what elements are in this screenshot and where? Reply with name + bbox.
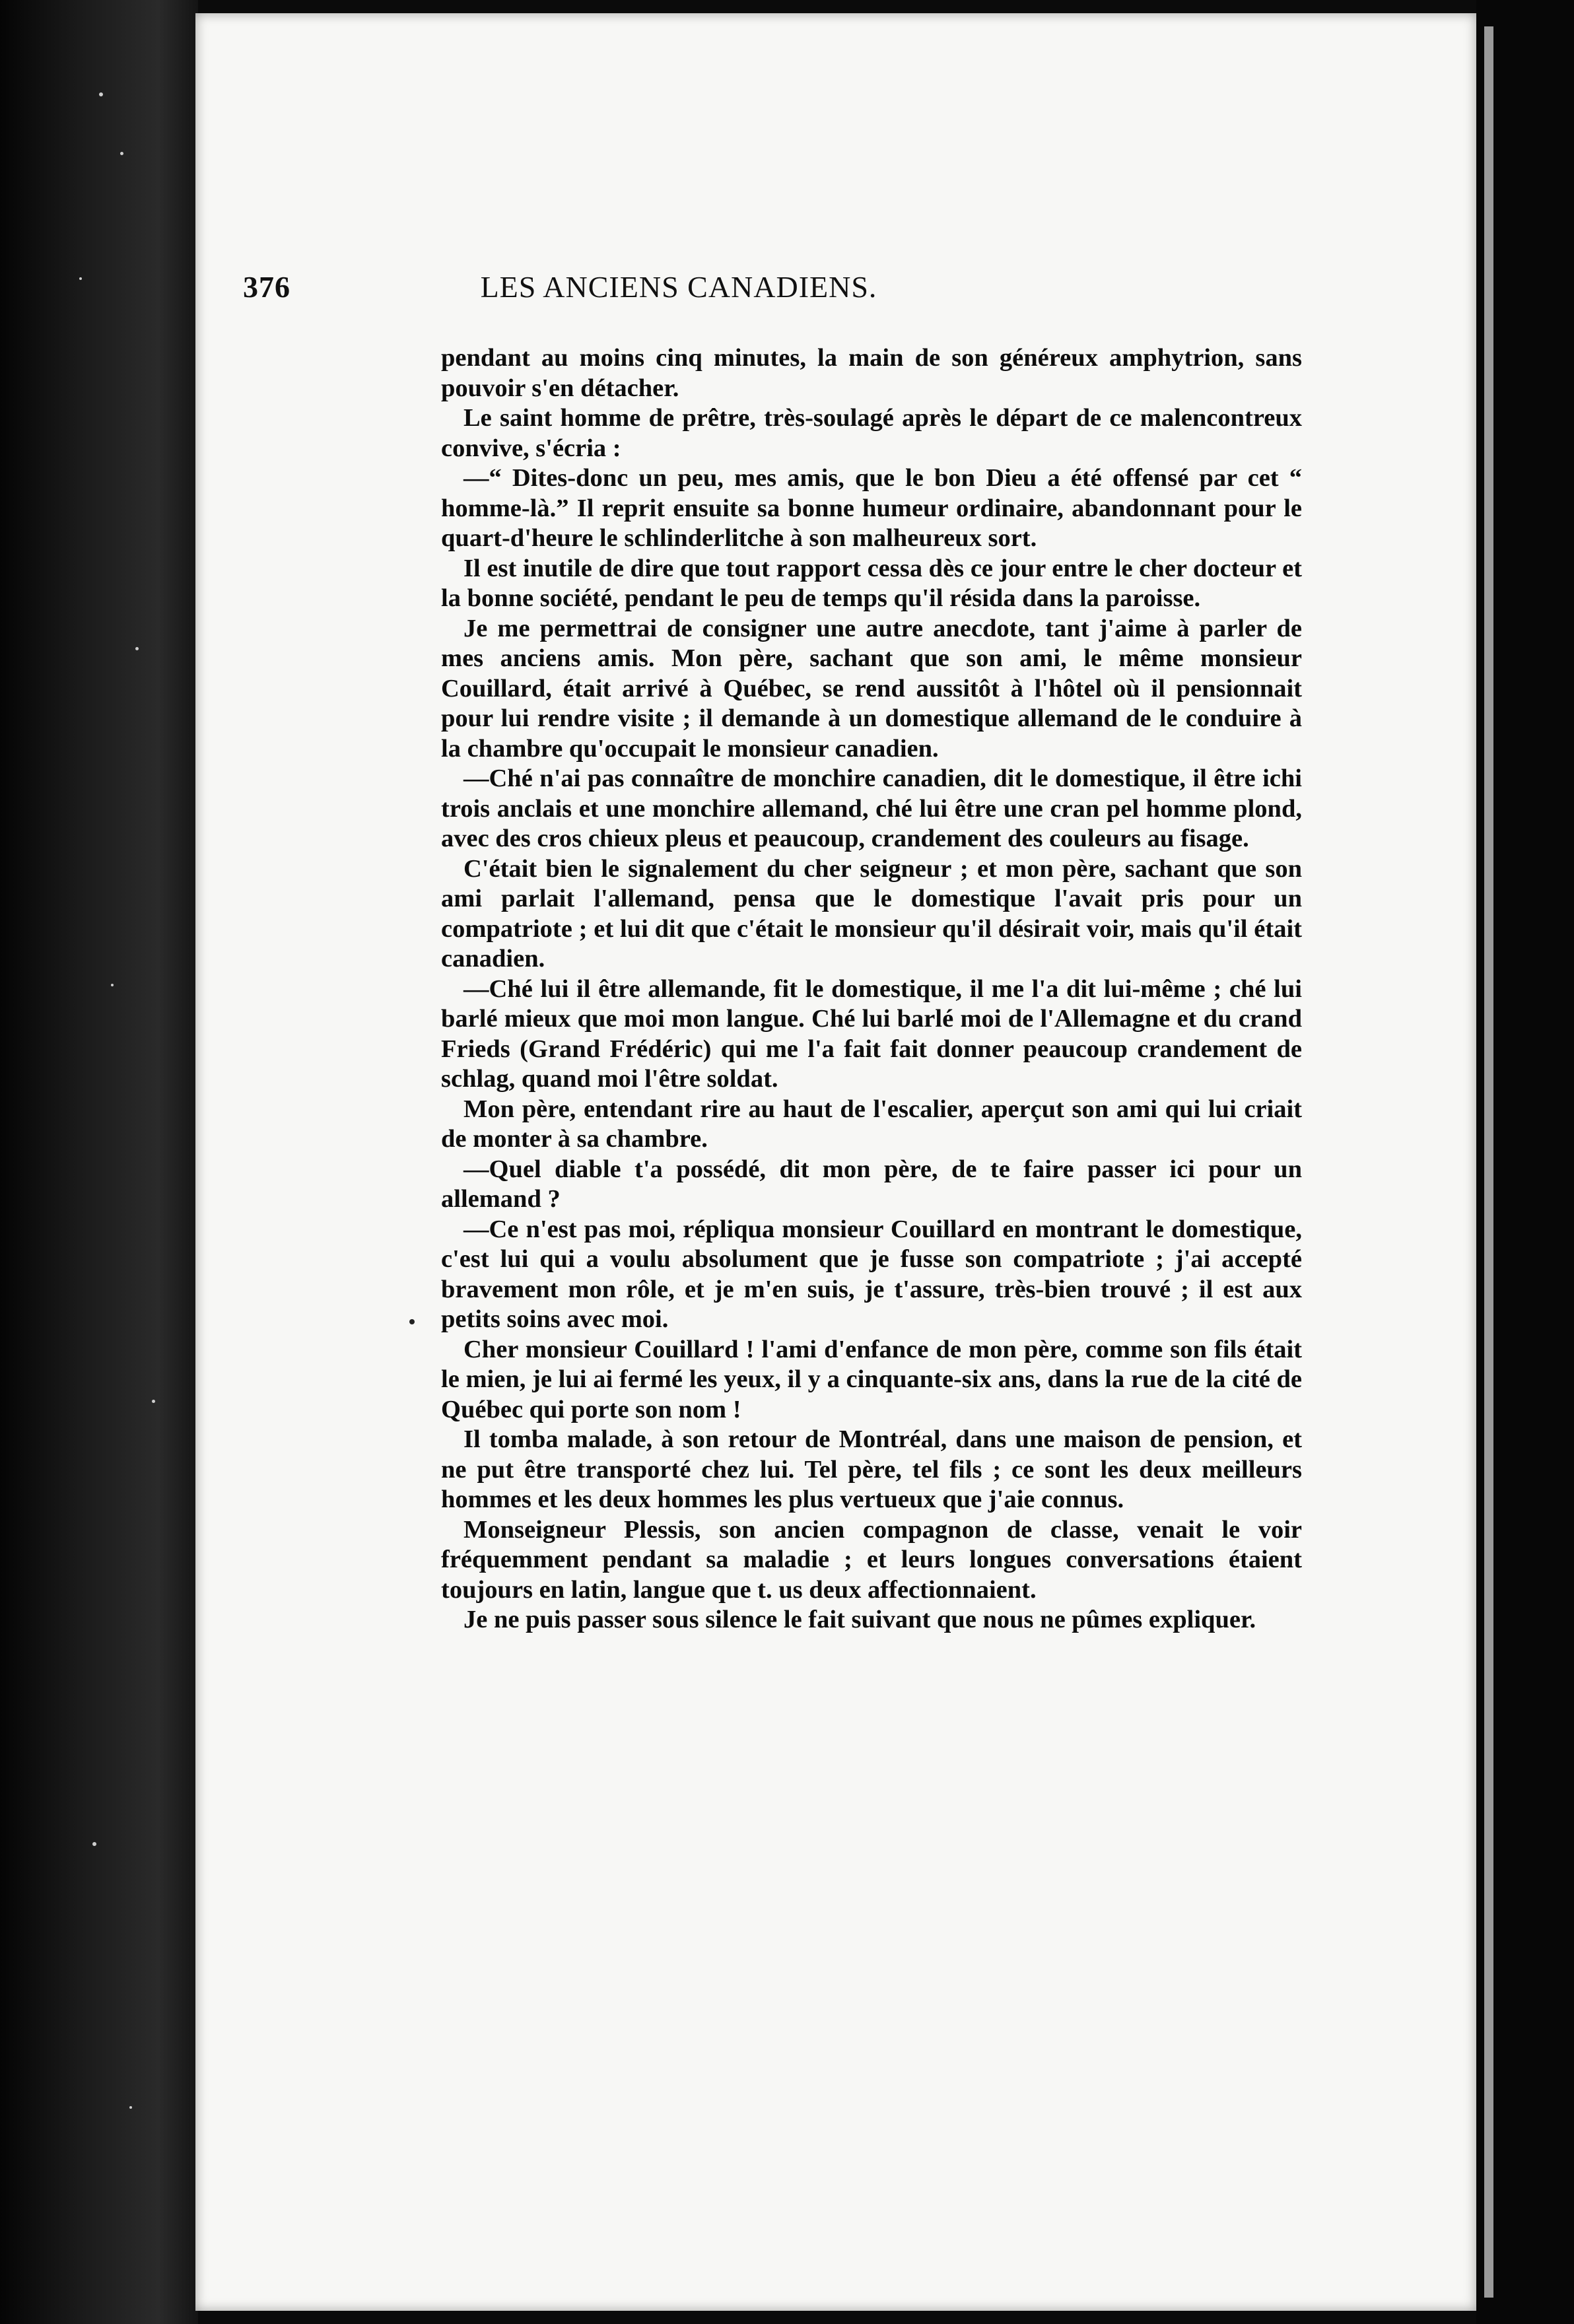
paragraph: Je ne puis passer sous silence le fait suivant que nous ne pûmes expliquer.: [463, 1606, 1256, 1633]
paragraph: —Quel diable t'a possédé, dit mon père, de te faire passer ici pour un allemand ?: [441, 1155, 1302, 1213]
paragraph: Le saint homme de prêtre, très-soulagé après le départ de ce malencontreux convive, s'écria :: [441, 404, 1302, 462]
paragraph: Mon père, entendant rire au haut de l'escalier, aperçut son ami qui lui criait de monter à sa chambre.: [441, 1095, 1302, 1153]
paragraph: pendant au moins cinq minutes, la main de son généreux amphytrion, sans pouvoir s'en détacher.: [441, 344, 1302, 402]
paragraph: Il est inutile de dire que tout rapport cessa dès ce jour entre le cher docteur et la bonne société, pendant le peu de temps qu'il résida dans la paroisse.: [441, 554, 1302, 612]
next-page-edge: [1484, 26, 1493, 2298]
page-header: [243, 269, 1114, 316]
paragraph: Il tomba malade, à son retour de Montréal, dans une maison de pension, et ne put être transporté chez lui. Tel père, tel fils ; ce sont les deux meilleurs hommes et les deux hommes les plus vertueux que j'aie connus.: [441, 1425, 1302, 1513]
paragraph: —Ché n'ai pas connaître de monchire canadien, dit le domestique, il être ichi trois anclais et une monchire allemand, ché lui être une cran pel homme plond, avec des cros chieux pleus et peaucoup, crandement des couleurs au fisage.: [441, 765, 1302, 852]
running-title: LES ANCIENS CANADIENS.: [480, 270, 877, 304]
paragraph: Monseigneur Plessis, son ancien compagnon de classe, venait le voir fréquemment pendant sa maladie ; et leurs longues conversations étaient toujours en latin, langue que t. us deux affectionnaient.: [441, 1515, 1302, 1604]
paragraph: Je me permettrai de consigner une autre anecdote, tant j'aime à parler de mes anciens amis. Mon père, sachant que son ami, le même monsieur Couillard, était arrivé à Québec, se rend aussitôt à l'hôtel où il pensionnait pour lui rendre visite ; il demande à un domestique allemand de le conduire à la chambre qu'occupait le monsieur canadien.: [441, 614, 1302, 763]
paragraph: —Ce n'est pas moi, répliqua monsieur Couillard en montrant le domestique, c'est lui qui a voulu absolument que je fusse son compatriote ; j'ai accepté bravement mon rôle, et je m'en suis, je t'assure, très-bien trouvé ; il est aux petits soins avec moi.: [441, 1215, 1302, 1333]
paragraph: Cher monsieur Couillard ! l'ami d'enfance de mon père, comme son fils était le mien, je lui ai fermé les yeux, il y a cinquante-six ans, dans la rue de la cité de Québec qui porte son nom !: [441, 1335, 1302, 1423]
paragraph: —“ Dites-donc un peu, mes amis, que le bon Dieu a été offensé par cet “ homme-là.” Il reprit ensuite sa bonne humeur ordinaire, abandonnant pour le quart-d'heure le schlinderlitche à son malheureux sort.: [441, 464, 1302, 552]
paragraph: C'était bien le signalement du cher seigneur ; et mon père, sachant que son ami parlait l'allemand, pensa que le domestique l'avait pris pour un compatriote ; et lui dit que c'était le monsieur qu'il désirait voir, mais qu'il était canadien.: [441, 854, 1302, 973]
ink-speck: [409, 1319, 415, 1324]
page-number: 376: [243, 270, 291, 304]
body-text: [441, 343, 1302, 1635]
paragraph: —Ché lui il être allemande, fit le domestique, il me l'a dit lui-même ; ché lui barlé mieux que moi mon langue. Ché lui barlé moi de l'Allemagne et du crand Frieds (Grand Frédéric) qui me l'a fait fait donner peaucoup crandement de schlag, quand moi l'être soldat.: [441, 974, 1302, 1093]
scan-left-border: [0, 0, 198, 2324]
